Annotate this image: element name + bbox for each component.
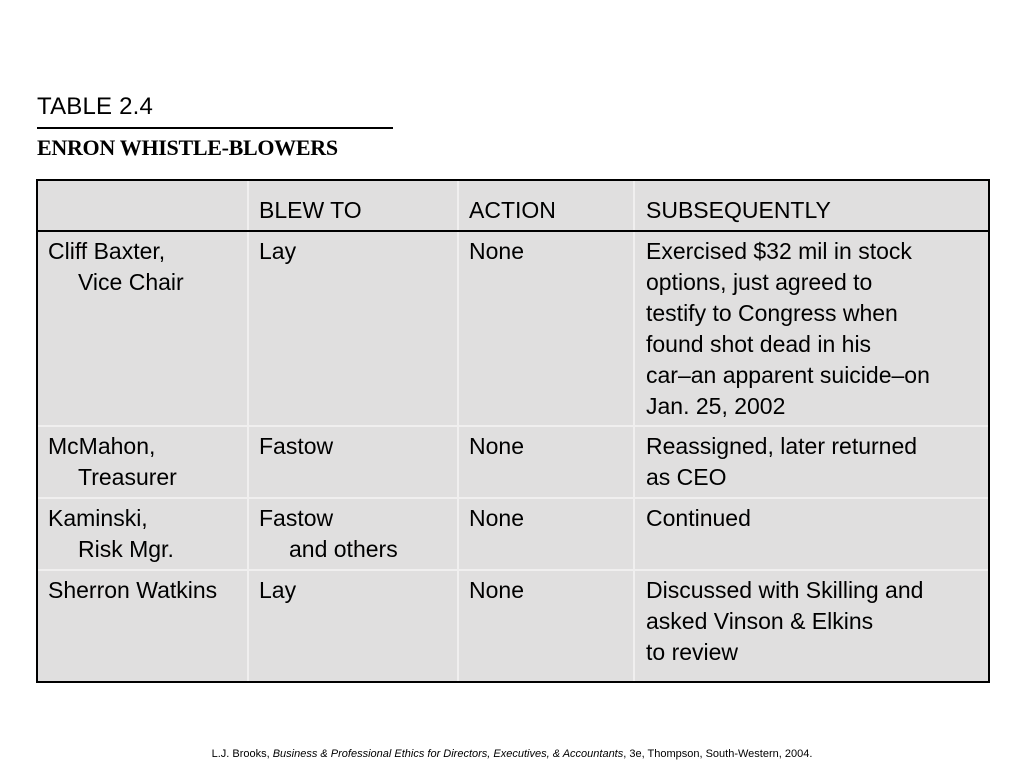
row-divider: [38, 497, 988, 499]
column-header-subsequently: SUBSEQUENTLY: [646, 197, 831, 223]
subsequently-line: asked Vinson & Elkins: [646, 608, 874, 634]
subsequently-line: as CEO: [646, 464, 727, 490]
table-row-person: [48, 236, 184, 298]
blew-to-cell: Fastow: [259, 433, 334, 459]
subsequently-cell: [646, 431, 917, 493]
subsequently-line: testify to Congress when: [646, 300, 898, 326]
person-title: Treasurer: [78, 464, 177, 490]
action-cell: None: [469, 505, 524, 531]
subsequently-line: car–an apparent suicide–on: [646, 362, 930, 388]
table-row-person: [48, 575, 217, 606]
table-row-person: [48, 503, 174, 565]
person-name: Sherron Watkins: [48, 577, 218, 603]
person-name: Cliff Baxter,: [48, 238, 166, 264]
action-cell: None: [469, 238, 524, 264]
column-header-blew-to: BLEW TO: [259, 197, 362, 223]
subsequently-cell: [646, 236, 930, 422]
title-divider: [37, 127, 393, 129]
subsequently-cell: [646, 575, 923, 668]
action-cell: None: [469, 577, 524, 603]
row-divider: [38, 569, 988, 571]
column-divider: [633, 181, 635, 681]
blew-to-name: Fastow: [259, 505, 334, 531]
person-title: Vice Chair: [78, 269, 184, 295]
action-cell: None: [469, 433, 524, 459]
header-divider: [38, 230, 988, 232]
column-divider: [247, 181, 249, 681]
citation-book-title: Business & Professional Ethics for Directors, Executives, & Accountants: [272, 748, 624, 760]
row-divider: [38, 425, 988, 427]
subsequently-line: found shot dead in his: [646, 331, 872, 357]
subsequently-line: Continued: [646, 505, 751, 531]
subsequently-line: Jan. 25, 2002: [646, 393, 786, 419]
column-divider: [457, 181, 459, 681]
person-name: McMahon,: [48, 433, 156, 459]
table-number: TABLE 2.4: [37, 93, 154, 120]
subsequently-cell: [646, 503, 751, 534]
blew-to-cell: Lay: [259, 577, 297, 603]
citation-author: L.J. Brooks,: [211, 748, 273, 760]
subsequently-line: Discussed with Skilling and: [646, 577, 924, 603]
citation-footer: [0, 747, 1024, 761]
person-title: Risk Mgr.: [78, 536, 174, 562]
person-name: Kaminski,: [48, 505, 148, 531]
table-row-person: [48, 431, 177, 493]
subsequently-line: to review: [646, 639, 739, 665]
citation-details: , 3e, Thompson, South-Western, 2004.: [623, 748, 813, 760]
whistleblower-table: [36, 179, 990, 683]
blew-to-cell: [259, 503, 398, 565]
subsequently-line: Exercised $32 mil in stock: [646, 238, 912, 264]
table-title: ENRON WHISTLE-BLOWERS: [37, 135, 338, 160]
subsequently-line: options, just agreed to: [646, 269, 873, 295]
subsequently-line: Reassigned, later returned: [646, 433, 918, 459]
blew-to-extra: and others: [289, 536, 398, 562]
column-header-action: ACTION: [469, 197, 556, 223]
blew-to-cell: Lay: [259, 238, 297, 264]
